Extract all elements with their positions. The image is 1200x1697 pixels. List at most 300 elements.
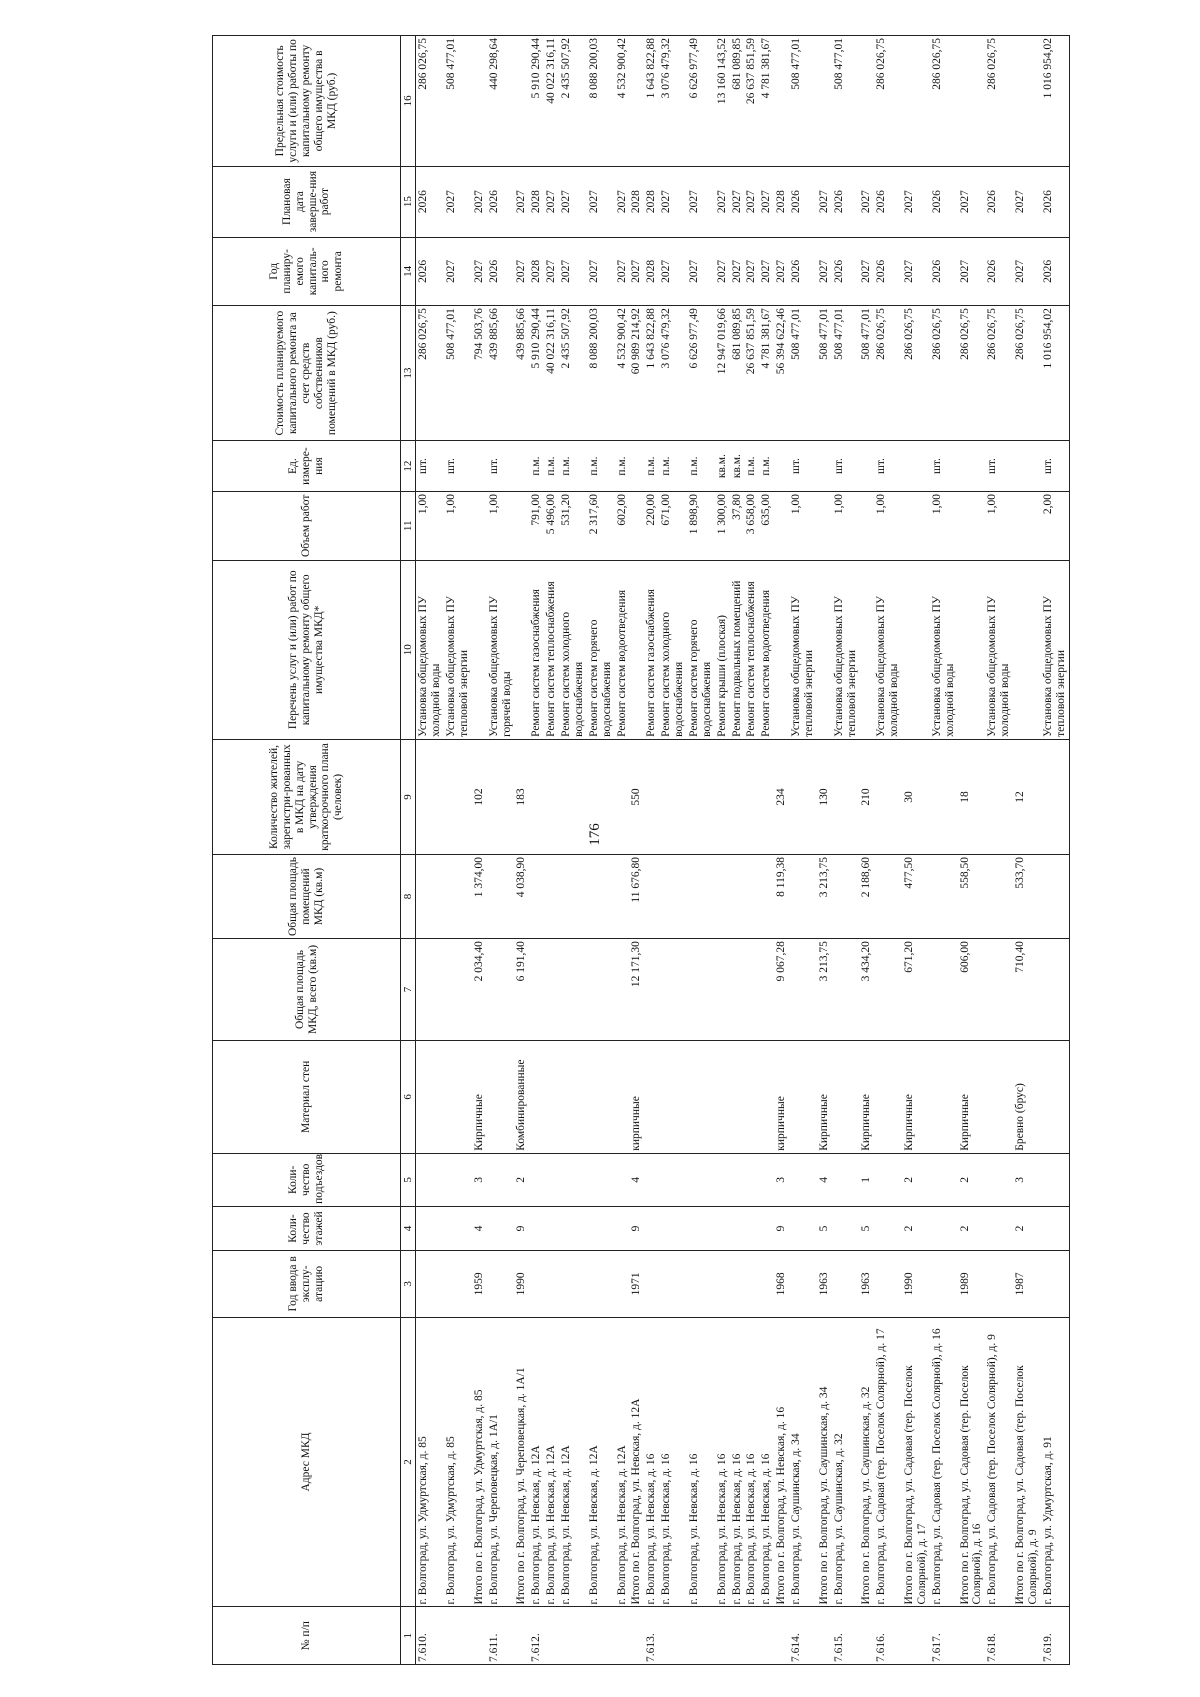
commission-year-cell bbox=[874, 1251, 902, 1317]
planned-year-cell: 2027 bbox=[472, 237, 487, 306]
limit-cost-cell: 2 435 507,92 bbox=[559, 36, 587, 167]
residents-count-cell: 130 bbox=[817, 739, 832, 854]
floors-count-cell bbox=[559, 1206, 587, 1250]
premises-area-cell bbox=[759, 854, 774, 938]
wall-material-cell bbox=[659, 1040, 687, 1153]
entrances-count-cell bbox=[587, 1153, 615, 1206]
row-number-cell bbox=[958, 1607, 986, 1665]
unit-cell bbox=[958, 441, 986, 492]
limit-cost-cell bbox=[514, 36, 529, 167]
total-area-cell bbox=[985, 939, 1013, 1041]
work-volume-cell: 2,00 bbox=[1041, 492, 1069, 561]
commission-year-cell bbox=[789, 1251, 817, 1317]
column-number: 1 bbox=[401, 1607, 416, 1665]
column-header: Год планиру-емого капиталь-ного ремонта bbox=[213, 237, 401, 306]
floors-count-cell bbox=[759, 1206, 774, 1250]
work-list-cell: Ремонт систем газоснабжения bbox=[644, 560, 659, 739]
work-list-cell: Ремонт крыши (плоская) bbox=[715, 560, 730, 739]
table-row bbox=[817, 36, 832, 1665]
premises-area-cell bbox=[789, 854, 817, 938]
premises-area-cell bbox=[444, 854, 472, 938]
wall-material-cell bbox=[1041, 1040, 1069, 1153]
work-list-cell bbox=[629, 560, 644, 739]
table-row bbox=[874, 36, 902, 1665]
column-number: 2 bbox=[401, 1317, 416, 1607]
address-cell: г. Волгоград, ул. Садовая (тер. Поселок Солярной), д. 17 bbox=[874, 1317, 902, 1607]
premises-area-cell: 558,50 bbox=[958, 854, 986, 938]
work-volume-cell bbox=[902, 492, 930, 561]
completion-date-cell: 2026 bbox=[487, 166, 515, 237]
floors-count-cell bbox=[529, 1206, 544, 1250]
total-area-cell bbox=[544, 939, 559, 1041]
wall-material-cell bbox=[985, 1040, 1013, 1153]
unit-cell: шт. bbox=[874, 441, 902, 492]
repair-cost-cell: 286 026,75 bbox=[1013, 306, 1041, 441]
work-volume-cell bbox=[1013, 492, 1041, 561]
work-volume-cell: 3 658,00 bbox=[744, 492, 759, 561]
wall-material-cell bbox=[559, 1040, 587, 1153]
floors-count-cell bbox=[644, 1206, 659, 1250]
table-row bbox=[774, 36, 789, 1665]
wall-material-cell bbox=[744, 1040, 759, 1153]
table-row bbox=[687, 36, 715, 1665]
total-area-cell bbox=[687, 939, 715, 1041]
work-volume-cell: 1,00 bbox=[832, 492, 860, 561]
completion-date-cell: 2027 bbox=[472, 166, 487, 237]
planned-year-cell: 2027 bbox=[659, 237, 687, 306]
row-number-cell bbox=[514, 1607, 529, 1665]
limit-cost-cell: 286 026,75 bbox=[985, 36, 1013, 167]
floors-count-cell bbox=[487, 1206, 515, 1250]
entrances-count-cell bbox=[544, 1153, 559, 1206]
repair-cost-cell: 286 026,75 bbox=[958, 306, 986, 441]
unit-cell: шт. bbox=[487, 441, 515, 492]
repair-cost-cell: 56 394 622,46 bbox=[774, 306, 789, 441]
floors-count-cell bbox=[659, 1206, 687, 1250]
premises-area-cell: 477,50 bbox=[902, 854, 930, 938]
work-volume-cell: 602,00 bbox=[615, 492, 630, 561]
column-number: 8 bbox=[401, 854, 416, 938]
unit-cell bbox=[859, 441, 874, 492]
column-header: Плановая дата заверше-ния работ bbox=[213, 166, 401, 237]
total-area-cell: 671,20 bbox=[902, 939, 930, 1041]
residents-count-cell bbox=[659, 739, 687, 854]
entrances-count-cell bbox=[832, 1153, 860, 1206]
commission-year-cell: 1971 bbox=[629, 1251, 644, 1317]
column-number: 13 bbox=[401, 306, 416, 441]
table-row bbox=[1041, 36, 1069, 1665]
completion-date-cell: 2027 bbox=[659, 166, 687, 237]
residents-count-cell bbox=[529, 739, 544, 854]
row-number-cell: 7.610. bbox=[416, 1607, 444, 1665]
limit-cost-cell: 40 022 316,11 bbox=[544, 36, 559, 167]
table-row bbox=[587, 36, 615, 1665]
work-list-cell: Ремонт систем теплоснабжения bbox=[744, 560, 759, 739]
capital-repair-table bbox=[212, 35, 1070, 1665]
commission-year-cell bbox=[416, 1251, 444, 1317]
limit-cost-cell: 6 626 977,49 bbox=[687, 36, 715, 167]
wall-material-cell: Комбинированные bbox=[514, 1040, 529, 1153]
total-area-cell bbox=[730, 939, 745, 1041]
commission-year-cell bbox=[715, 1251, 730, 1317]
premises-area-cell bbox=[587, 854, 615, 938]
row-number-cell: 7.619. bbox=[1041, 1607, 1069, 1665]
unit-cell bbox=[817, 441, 832, 492]
wall-material-cell bbox=[832, 1040, 860, 1153]
premises-area-cell bbox=[559, 854, 587, 938]
commission-year-cell: 1963 bbox=[859, 1251, 874, 1317]
commission-year-cell bbox=[529, 1251, 544, 1317]
work-list-cell: Ремонт систем водоотведения bbox=[759, 560, 774, 739]
limit-cost-cell bbox=[1013, 36, 1041, 167]
total-area-cell bbox=[529, 939, 544, 1041]
wall-material-cell: Кирпичные bbox=[817, 1040, 832, 1153]
completion-date-cell: 2026 bbox=[930, 166, 958, 237]
work-list-cell: Ремонт систем горячего водоснабжения bbox=[587, 560, 615, 739]
total-area-cell bbox=[789, 939, 817, 1041]
work-volume-cell bbox=[774, 492, 789, 561]
floors-count-cell bbox=[1041, 1206, 1069, 1250]
address-cell: г. Волгоград, ул. Саушинская, д. 34 bbox=[789, 1317, 817, 1607]
limit-cost-cell bbox=[774, 36, 789, 167]
wall-material-cell bbox=[759, 1040, 774, 1153]
entrances-count-cell: 2 bbox=[514, 1153, 529, 1206]
work-list-cell bbox=[817, 560, 832, 739]
residents-count-cell: 210 bbox=[859, 739, 874, 854]
limit-cost-cell: 26 637 851,59 bbox=[744, 36, 759, 167]
premises-area-cell: 3 213,75 bbox=[817, 854, 832, 938]
work-list-cell: Установка общедомовых ПУ холодной воды bbox=[985, 560, 1013, 739]
address-cell: г. Волгоград, ул. Невская, д. 16 bbox=[715, 1317, 730, 1607]
address-cell: Итого по г. Волгоград, ул. Невская, д. 12А bbox=[629, 1317, 644, 1607]
repair-cost-cell: 286 026,75 bbox=[930, 306, 958, 441]
commission-year-cell bbox=[587, 1251, 615, 1317]
row-number-cell bbox=[759, 1607, 774, 1665]
completion-date-cell: 2027 bbox=[902, 166, 930, 237]
work-volume-cell bbox=[514, 492, 529, 561]
entrances-count-cell: 3 bbox=[1013, 1153, 1041, 1206]
completion-date-cell: 2026 bbox=[832, 166, 860, 237]
repair-cost-cell: 4 532 900,42 bbox=[615, 306, 630, 441]
wall-material-cell: кирпичные bbox=[774, 1040, 789, 1153]
work-list-cell: Установка общедомовых ПУ тепловой энергии bbox=[444, 560, 472, 739]
floors-count-cell bbox=[416, 1206, 444, 1250]
entrances-count-cell: 1 bbox=[859, 1153, 874, 1206]
residents-count-cell bbox=[644, 739, 659, 854]
residents-count-cell bbox=[759, 739, 774, 854]
unit-cell: шт. bbox=[444, 441, 472, 492]
residents-count-cell bbox=[985, 739, 1013, 854]
repair-cost-cell: 681 089,85 bbox=[730, 306, 745, 441]
column-number: 15 bbox=[401, 166, 416, 237]
limit-cost-cell: 681 089,85 bbox=[730, 36, 745, 167]
completion-date-cell: 2027 bbox=[559, 166, 587, 237]
work-list-cell: Ремонт систем горячего водоснабжения bbox=[687, 560, 715, 739]
total-area-cell bbox=[416, 939, 444, 1041]
address-cell: г. Волгоград, ул. Удмуртская, д. 85 bbox=[416, 1317, 444, 1607]
repair-cost-cell: 508 477,01 bbox=[832, 306, 860, 441]
total-area-cell: 12 171,30 bbox=[629, 939, 644, 1041]
wall-material-cell: Кирпичные bbox=[859, 1040, 874, 1153]
limit-cost-cell: 4 781 381,67 bbox=[759, 36, 774, 167]
commission-year-cell: 1989 bbox=[958, 1251, 986, 1317]
header-row bbox=[213, 36, 401, 1665]
residents-count-cell: 183 bbox=[514, 739, 529, 854]
premises-area-cell: 4 038,90 bbox=[514, 854, 529, 938]
unit-cell: п.м. bbox=[659, 441, 687, 492]
table-row bbox=[1013, 36, 1041, 1665]
completion-date-cell: 2027 bbox=[958, 166, 986, 237]
unit-cell: шт. bbox=[930, 441, 958, 492]
premises-area-cell bbox=[544, 854, 559, 938]
work-volume-cell: 1,00 bbox=[874, 492, 902, 561]
residents-count-cell bbox=[559, 739, 587, 854]
column-header: Материал стен bbox=[213, 1040, 401, 1153]
planned-year-cell: 2026 bbox=[789, 237, 817, 306]
entrances-count-cell: 4 bbox=[629, 1153, 644, 1206]
table-row bbox=[859, 36, 874, 1665]
limit-cost-cell: 13 160 143,52 bbox=[715, 36, 730, 167]
limit-cost-cell: 5 910 290,44 bbox=[529, 36, 544, 167]
floors-count-cell: 2 bbox=[902, 1206, 930, 1250]
commission-year-cell bbox=[985, 1251, 1013, 1317]
repair-cost-cell: 508 477,01 bbox=[859, 306, 874, 441]
work-volume-cell: 1,00 bbox=[789, 492, 817, 561]
floors-count-cell bbox=[615, 1206, 630, 1250]
table-row bbox=[615, 36, 630, 1665]
work-volume-cell bbox=[958, 492, 986, 561]
entrances-count-cell bbox=[874, 1153, 902, 1206]
table-row bbox=[715, 36, 730, 1665]
table-row bbox=[416, 36, 444, 1665]
limit-cost-cell: 286 026,75 bbox=[930, 36, 958, 167]
residents-count-cell bbox=[416, 739, 444, 854]
residents-count-cell bbox=[615, 739, 630, 854]
total-area-cell bbox=[874, 939, 902, 1041]
work-list-cell: Установка общедомовых ПУ тепловой энергии bbox=[789, 560, 817, 739]
repair-cost-cell: 439 885,66 bbox=[514, 306, 529, 441]
commission-year-cell bbox=[1041, 1251, 1069, 1317]
completion-date-cell: 2027 bbox=[687, 166, 715, 237]
row-number-cell: 7.611. bbox=[487, 1607, 515, 1665]
completion-date-cell: 2027 bbox=[1013, 166, 1041, 237]
total-area-cell bbox=[715, 939, 730, 1041]
unit-cell bbox=[629, 441, 644, 492]
planned-year-cell: 2027 bbox=[958, 237, 986, 306]
work-list-cell bbox=[472, 560, 487, 739]
limit-cost-cell bbox=[629, 36, 644, 167]
premises-area-cell bbox=[832, 854, 860, 938]
residents-count-cell bbox=[715, 739, 730, 854]
column-number: 14 bbox=[401, 237, 416, 306]
work-volume-cell: 1 898,90 bbox=[687, 492, 715, 561]
wall-material-cell: Кирпичные bbox=[902, 1040, 930, 1153]
entrances-count-cell bbox=[744, 1153, 759, 1206]
completion-date-cell: 2026 bbox=[874, 166, 902, 237]
planned-year-cell: 2027 bbox=[1013, 237, 1041, 306]
floors-count-cell: 5 bbox=[817, 1206, 832, 1250]
wall-material-cell bbox=[789, 1040, 817, 1153]
floors-count-cell: 2 bbox=[958, 1206, 986, 1250]
unit-cell: п.м. bbox=[759, 441, 774, 492]
entrances-count-cell: 2 bbox=[958, 1153, 986, 1206]
wall-material-cell bbox=[444, 1040, 472, 1153]
wall-material-cell bbox=[544, 1040, 559, 1153]
planned-year-cell: 2027 bbox=[629, 237, 644, 306]
limit-cost-cell: 508 477,01 bbox=[444, 36, 472, 167]
column-header: Ед. измере-ния bbox=[213, 441, 401, 492]
premises-area-cell bbox=[416, 854, 444, 938]
limit-cost-cell: 286 026,75 bbox=[874, 36, 902, 167]
residents-count-cell: 550 bbox=[629, 739, 644, 854]
total-area-cell bbox=[587, 939, 615, 1041]
work-list-cell: Установка общедомовых ПУ холодной воды bbox=[874, 560, 902, 739]
work-list-cell: Установка общедомовых ПУ горячей воды bbox=[487, 560, 515, 739]
commission-year-cell bbox=[644, 1251, 659, 1317]
planned-year-cell: 2027 bbox=[817, 237, 832, 306]
completion-date-cell: 2027 bbox=[514, 166, 529, 237]
completion-date-cell: 2026 bbox=[1041, 166, 1069, 237]
completion-date-cell: 2027 bbox=[715, 166, 730, 237]
total-area-cell bbox=[559, 939, 587, 1041]
page-number: 176 bbox=[586, 823, 603, 846]
residents-count-cell bbox=[444, 739, 472, 854]
total-area-cell bbox=[759, 939, 774, 1041]
address-cell: г. Волгоград, ул. Невская, д. 12А bbox=[544, 1317, 559, 1607]
unit-cell: п.м. bbox=[529, 441, 544, 492]
limit-cost-cell: 3 076 479,32 bbox=[659, 36, 687, 167]
commission-year-cell bbox=[832, 1251, 860, 1317]
premises-area-cell: 533,70 bbox=[1013, 854, 1041, 938]
planned-year-cell: 2027 bbox=[444, 237, 472, 306]
planned-year-cell: 2027 bbox=[759, 237, 774, 306]
residents-count-cell: 234 bbox=[774, 739, 789, 854]
commission-year-cell bbox=[930, 1251, 958, 1317]
work-volume-cell bbox=[472, 492, 487, 561]
unit-cell bbox=[774, 441, 789, 492]
planned-year-cell: 2026 bbox=[874, 237, 902, 306]
unit-cell bbox=[514, 441, 529, 492]
address-cell: г. Волгоград, ул. Садовая (тер. Поселок Солярной), д. 9 bbox=[985, 1317, 1013, 1607]
work-volume-cell: 2 317,60 bbox=[587, 492, 615, 561]
repair-cost-cell: 1 016 954,02 bbox=[1041, 306, 1069, 441]
completion-date-cell: 2026 bbox=[789, 166, 817, 237]
premises-area-cell bbox=[874, 854, 902, 938]
work-volume-cell bbox=[629, 492, 644, 561]
column-number: 3 bbox=[401, 1251, 416, 1317]
work-list-cell: Ремонт подвальных помещений bbox=[730, 560, 745, 739]
floors-count-cell bbox=[874, 1206, 902, 1250]
total-area-cell bbox=[487, 939, 515, 1041]
work-volume-cell: 1,00 bbox=[985, 492, 1013, 561]
planned-year-cell: 2026 bbox=[487, 237, 515, 306]
total-area-cell: 9 067,28 bbox=[774, 939, 789, 1041]
premises-area-cell bbox=[687, 854, 715, 938]
residents-count-cell bbox=[730, 739, 745, 854]
commission-year-cell: 1990 bbox=[902, 1251, 930, 1317]
address-cell: г. Волгоград, ул. Саушинская, д. 32 bbox=[832, 1317, 860, 1607]
repair-cost-cell: 286 026,75 bbox=[985, 306, 1013, 441]
row-number-cell: 7.612. bbox=[529, 1607, 544, 1665]
repair-cost-cell: 3 076 479,32 bbox=[659, 306, 687, 441]
planned-year-cell: 2027 bbox=[559, 237, 587, 306]
floors-count-cell bbox=[587, 1206, 615, 1250]
repair-cost-cell: 40 022 316,11 bbox=[544, 306, 559, 441]
wall-material-cell bbox=[644, 1040, 659, 1153]
repair-cost-cell: 794 503,76 bbox=[472, 306, 487, 441]
entrances-count-cell bbox=[444, 1153, 472, 1206]
table-row bbox=[902, 36, 930, 1665]
entrances-count-cell bbox=[730, 1153, 745, 1206]
residents-count-cell: 18 bbox=[958, 739, 986, 854]
repair-cost-cell: 2 435 507,92 bbox=[559, 306, 587, 441]
total-area-cell: 2 034,40 bbox=[472, 939, 487, 1041]
completion-date-cell: 2027 bbox=[444, 166, 472, 237]
limit-cost-cell: 508 477,01 bbox=[789, 36, 817, 167]
entrances-count-cell bbox=[659, 1153, 687, 1206]
address-cell: Итого по г. Волгоград, ул. Саушинская, д. 32 bbox=[859, 1317, 874, 1607]
planned-year-cell: 2026 bbox=[985, 237, 1013, 306]
column-number: 10 bbox=[401, 560, 416, 739]
completion-date-cell: 2027 bbox=[615, 166, 630, 237]
premises-area-cell bbox=[529, 854, 544, 938]
planned-year-cell: 2027 bbox=[687, 237, 715, 306]
unit-cell bbox=[902, 441, 930, 492]
wall-material-cell bbox=[487, 1040, 515, 1153]
column-number: 16 bbox=[401, 36, 416, 167]
table-row bbox=[629, 36, 644, 1665]
work-list-cell: Ремонт систем теплоснабжения bbox=[544, 560, 559, 739]
commission-year-cell bbox=[744, 1251, 759, 1317]
floors-count-cell bbox=[544, 1206, 559, 1250]
completion-date-cell: 2028 bbox=[644, 166, 659, 237]
address-cell: г. Волгоград, ул. Невская, д. 12А bbox=[559, 1317, 587, 1607]
premises-area-cell bbox=[930, 854, 958, 938]
unit-cell bbox=[1013, 441, 1041, 492]
unit-cell: кв.м. bbox=[715, 441, 730, 492]
work-list-cell bbox=[902, 560, 930, 739]
repair-cost-cell: 439 885,66 bbox=[487, 306, 515, 441]
unit-cell: кв.м. bbox=[730, 441, 745, 492]
rotated-table-container bbox=[212, 35, 1200, 1665]
row-number-cell: 7.616. bbox=[874, 1607, 902, 1665]
planned-year-cell: 2027 bbox=[744, 237, 759, 306]
residents-count-cell bbox=[687, 739, 715, 854]
premises-area-cell: 11 676,80 bbox=[629, 854, 644, 938]
column-header: Стоимость планируемого капитального ремонта за счет средств собственников помещений в МКД (руб.) bbox=[213, 306, 401, 441]
column-number: 11 bbox=[401, 492, 416, 561]
repair-cost-cell: 286 026,75 bbox=[416, 306, 444, 441]
row-number-cell: 7.617. bbox=[930, 1607, 958, 1665]
column-header: Предельная стоимость услуги и (или) работы по капитальному ремонту общего имущества в МКД (руб.) bbox=[213, 36, 401, 167]
table-row bbox=[985, 36, 1013, 1665]
address-cell: г. Волгоград, ул. Невская, д. 12А bbox=[587, 1317, 615, 1607]
floors-count-cell: 5 bbox=[859, 1206, 874, 1250]
work-list-cell: Ремонт систем холодного водоснабжения bbox=[659, 560, 687, 739]
table-row bbox=[444, 36, 472, 1665]
commission-year-cell bbox=[544, 1251, 559, 1317]
work-volume-cell: 5 496,00 bbox=[544, 492, 559, 561]
residents-count-cell: 30 bbox=[902, 739, 930, 854]
planned-year-cell: 2027 bbox=[615, 237, 630, 306]
entrances-count-cell: 3 bbox=[472, 1153, 487, 1206]
work-volume-cell bbox=[817, 492, 832, 561]
address-cell: г. Волгоград, ул. Череповецкая, д. 1А/1 bbox=[487, 1317, 515, 1607]
completion-date-cell: 2026 bbox=[985, 166, 1013, 237]
row-number-cell bbox=[559, 1607, 587, 1665]
premises-area-cell bbox=[615, 854, 630, 938]
table-body bbox=[416, 36, 1069, 1665]
